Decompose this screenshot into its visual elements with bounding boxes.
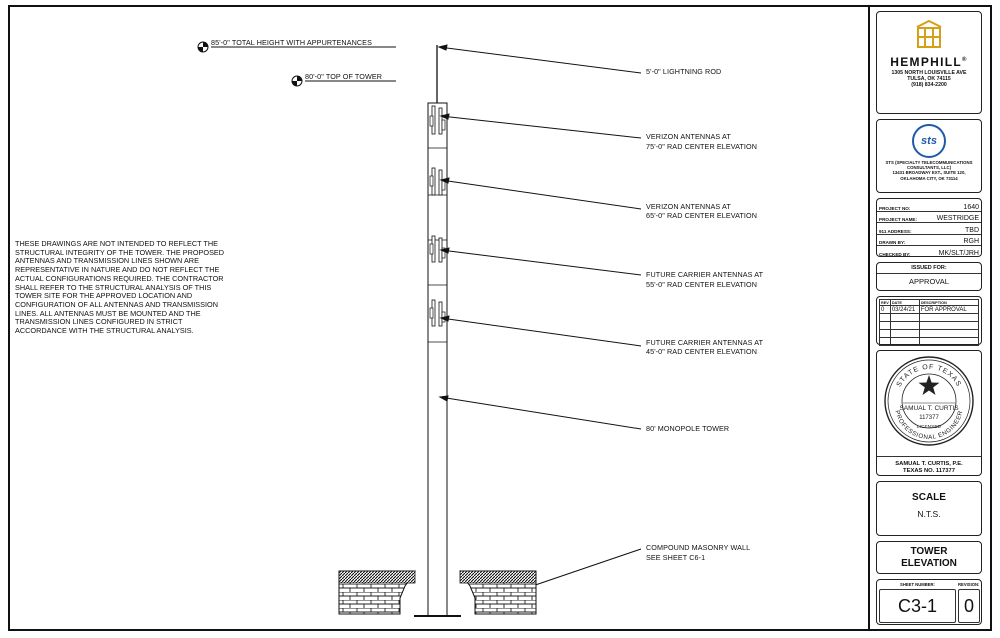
title-block	[868, 5, 992, 631]
consultant-name-line1: STS (SPECIALTY TELECOMMUNICATIONS	[885, 160, 973, 165]
sheet-title-line1: TOWER	[910, 546, 948, 557]
masonry-wall-callout-line2: SEE SHEET C6-1	[646, 553, 706, 562]
rev-header: REV	[881, 300, 889, 305]
pe-seal-icon	[883, 355, 975, 447]
future-45-callout-line1: FUTURE CARRIER ANTENNAS AT	[646, 338, 764, 347]
table-row	[880, 338, 979, 346]
project-number-row	[877, 200, 981, 212]
company-name: HEMPHILL	[890, 55, 962, 69]
seal-engineer-name: SAMUAL T. CURTIS	[899, 405, 959, 412]
table-row	[880, 306, 979, 314]
monopole	[414, 45, 461, 616]
consultant-address-line2: OKLAHOMA CITY, OK 73114	[900, 175, 958, 181]
sheet-number-label: SHEET NUMBER:	[900, 582, 935, 587]
description-header: DESCRIPTION	[919, 300, 978, 306]
seal-profession-text: PROFESSIONAL ENGINEER	[893, 409, 965, 442]
future-45-callout-line2: 45'-0" RAD CENTER ELEVATION	[646, 347, 757, 356]
verizon-65-callout-line1: VERIZON ANTENNAS AT	[646, 202, 731, 211]
scale-label: SCALE	[912, 492, 946, 503]
description-cell: FOR APPROVAL	[919, 306, 978, 314]
checked-by-value: MK/SLT/JRH	[938, 249, 979, 257]
company-address-line2: TULSA, OK 74115	[907, 76, 951, 83]
masonry-wall-callout-line1: COMPOUND MASONRY WALL	[646, 543, 751, 552]
table-row	[880, 330, 979, 338]
table-row	[880, 322, 979, 330]
project-name-row	[877, 212, 981, 224]
address-row	[877, 223, 981, 235]
revision-panel	[876, 296, 982, 345]
engineer-seal-panel	[876, 350, 982, 476]
address-value: TBD	[965, 226, 979, 234]
verizon-75-callout-line1: VERIZON ANTENNAS AT	[646, 132, 731, 141]
revision-label: REVISION:	[958, 582, 980, 587]
sheet-title-line2: ELEVATION	[901, 558, 957, 569]
project-info-panel	[876, 198, 982, 257]
revision-value: 0	[958, 589, 980, 623]
revision-table	[879, 299, 979, 346]
verizon-65-callout-line2: 65'-0" RAD CENTER ELEVATION	[646, 211, 757, 220]
consultant-panel	[876, 119, 982, 193]
rev-cell: 0	[880, 306, 891, 314]
seal-state-text: STATE OF TEXAS	[895, 363, 963, 389]
future-55-callout-line1: FUTURE CARRIER ANTENNAS AT	[646, 270, 764, 279]
company-address-line1: 1305 NORTH LOUISVILLE AVE	[891, 70, 967, 76]
drawn-by-label: DRAWN BY:	[879, 240, 906, 245]
sheet-number-value: C3-1	[879, 589, 956, 623]
issued-for-value: APPROVAL	[909, 277, 949, 286]
future-55-callout-line2: 55'-0" RAD CENTER ELEVATION	[646, 280, 757, 289]
table-row	[880, 314, 979, 322]
lightning-rod-callout: 5'-0" LIGHTNING ROD	[646, 67, 722, 76]
checked-by-label: CHECKED BY:	[879, 251, 911, 257]
sheet-number-panel	[876, 579, 982, 625]
drawn-by-row	[877, 235, 981, 247]
sheet-title-panel	[876, 541, 982, 574]
company-phone: (918) 834-2200	[911, 82, 947, 89]
leader-lines	[439, 45, 641, 596]
date-header: DATE	[890, 300, 919, 306]
project-name-value: WESTRIDGE	[936, 215, 979, 222]
top-of-tower-label: 80'-0" TOP OF TOWER	[305, 72, 383, 81]
engineer-caption-line1: SAMUAL T. CURTIS, P.E.	[895, 461, 963, 467]
project-number-value: 1640	[963, 203, 979, 211]
seal-licensed-text: LICENSED	[917, 425, 941, 430]
issued-for-panel	[876, 262, 982, 291]
seal-license-number: 117377	[919, 415, 939, 421]
address-label: 911 ADDRESS:	[879, 228, 912, 234]
issued-for-label: ISSUED FOR:	[877, 263, 981, 274]
company-panel	[876, 11, 982, 114]
sts-logo-icon: sts	[912, 124, 946, 158]
verizon-75-callout-line2: 75'-0" RAD CENTER ELEVATION	[646, 142, 757, 151]
hemphill-logo-icon	[915, 19, 943, 49]
scale-value: N.T.S.	[917, 509, 941, 519]
scale-panel	[876, 481, 982, 536]
consultant-name-line2: CONSULTANTS, LLC)	[907, 165, 951, 171]
date-cell: 03/24/21	[890, 306, 919, 314]
drawn-by-value: RGH	[963, 238, 979, 245]
project-number-label: PROJECT NO:	[879, 205, 911, 211]
registered-mark: ®	[962, 57, 968, 63]
structural-note: THESE DRAWINGS ARE NOT INTENDED TO REFLECT THE STRUCTURAL INTEGRITY OF THE TOWER. THE PROPOSED ANTENNAS AND TRANSMISSION LINES SHOWN ARE REPRESENTATIVE IN NATURE AND DO NOT REFLECT THE ACTUAL CONFIGURATIONS REQUIRED. THE CONTRACTOR SHALL REFER TO THE STRUCTURAL ANALYSIS OF THIS TOWER SITE FOR THE APPROVED LOCATION AND CONFIGURATION OF ALL ANTENNAS AND TRANSMISSION LINES. ALL ANTENNAS MUST BE MOUNTED AND THE TRANSMISSION LINES CONFIGURED IN STRICT ACCORDANCE WITH THE STRUCTURAL ANALYSIS.	[15, 239, 225, 336]
project-name-label: PROJECT NAME:	[879, 217, 918, 222]
checked-by-row	[877, 246, 981, 257]
monopole-callout: 80' MONOPOLE TOWER	[646, 424, 730, 433]
total-height-label: 85'-0" TOTAL HEIGHT WITH APPURTENANCES	[211, 38, 372, 47]
engineer-caption-line2: TEXAS NO. 117377	[903, 468, 955, 474]
consultant-address-line1: 13431 BROADWAY EXT., SUITE 120,	[892, 170, 966, 176]
